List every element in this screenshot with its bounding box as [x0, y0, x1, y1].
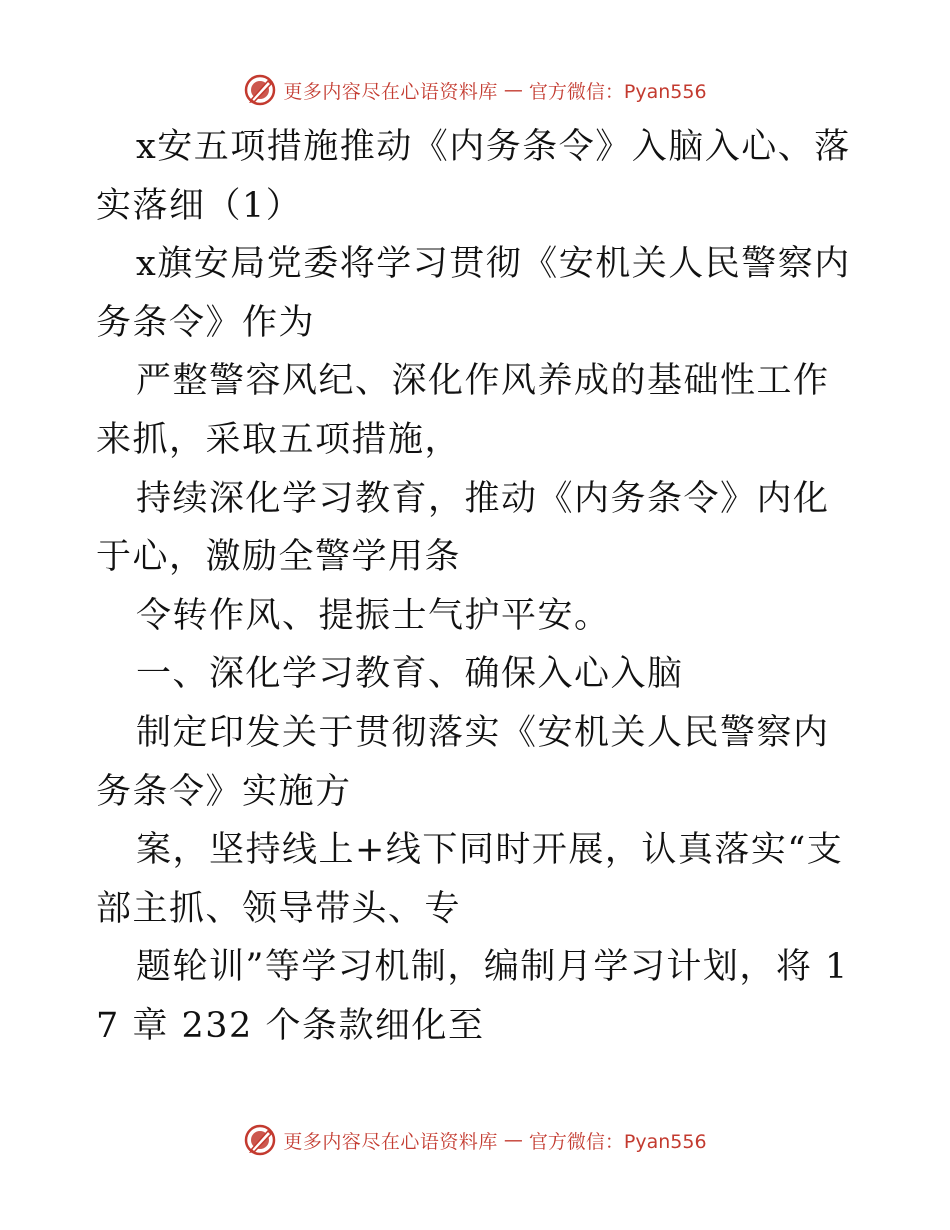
document-paragraph: x旗安局党委将学习贯彻《安机关人民警察内务条令》作为 [96, 244, 851, 343]
footer-wechat-text: 官方微信：Pyan556 [528, 1130, 707, 1153]
footer-banner-content [243, 1123, 706, 1157]
header-banner-content [243, 73, 706, 107]
document-body [96, 118, 856, 1056]
document-paragraph: 题轮训”等学习机制，编制月学习计划，将 17 章 232 个条款细化至 [96, 947, 849, 1046]
footer-brand-text: 更多内容尽在心语资料库 [283, 1130, 498, 1153]
document-paragraph: 令转作风、提振士气护平安。 [136, 595, 611, 636]
footer-separator: — [503, 1129, 523, 1151]
document-paragraph: 严整警容风纪、深化作风养成的基础性工作来抓，采取五项措施， [96, 361, 830, 460]
pen-circle-icon [243, 1123, 277, 1157]
section-heading: 一、深化学习教育、确保入心入脑 [136, 654, 684, 695]
header-separator: — [503, 79, 523, 101]
header-banner [0, 70, 950, 110]
footer-banner [0, 1120, 950, 1160]
header-brand-text: 更多内容尽在心语资料库 [283, 80, 498, 103]
document-paragraph: 持续深化学习教育，推动《内务条令》内化于心，激励全警学用条 [96, 478, 830, 578]
header-wechat-text: 官方微信：Pyan556 [528, 80, 707, 103]
document-paragraph: x安五项措施推动《内务条令》入脑入心、落实落细（1） [96, 127, 851, 226]
document-paragraph: 案，坚持线上+线下同时开展，认真落实“支部主抓、领导带头、专 [96, 830, 844, 929]
pen-circle-icon [243, 73, 277, 107]
document-paragraph: 制定印发关于贯彻落实《安机关人民警察内务条令》实施方 [96, 712, 830, 812]
